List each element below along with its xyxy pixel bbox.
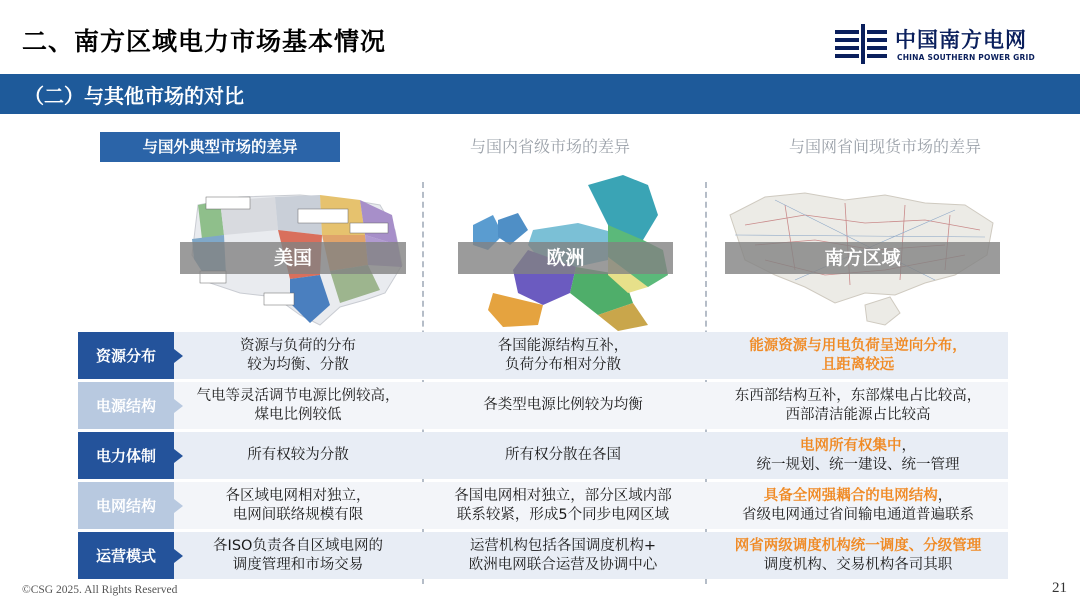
table-row-resource-distribution [78,332,1008,379]
logo-english-text: CHINA SOUTHERN POWER GRID [897,53,1035,62]
table-row-power-system [78,432,1008,479]
row-header: 运营模式 [78,532,174,579]
cell-foreign: 各ISO负责各自区域电网的 调度管理和市场交易 [213,537,383,573]
tab-state-grid-spot-market[interactable]: 与国网省间现货市场的差异 [788,137,981,156]
cell-foreign: 气电等灵活调节电源比例较高， 煤电比例较低 [196,387,400,423]
page-number: 21 [1052,580,1067,596]
csg-logo [835,22,1060,66]
cell-europe: 各国能源结构互补， 负荷分布相对分散 [497,337,629,373]
cell-southern: 具备全网强耦合的电网结构， 省级电网通过省间输电通道普遍联系 [742,487,974,523]
cell-europe: 各类型电源比例较为均衡 [483,397,643,413]
cell-europe: 所有权分散在各国 [505,447,621,463]
tab-foreign-markets[interactable]: 与国外典型市场的差异 [100,132,340,162]
us-market-map [180,175,412,333]
page-title: 二、南方区域电力市场基本情况 [22,27,387,56]
cell-southern [708,332,1008,379]
cell-europe: 运营机构包括各国调度机构+ 欧洲电网联合运营及协调中心 [468,537,658,573]
logo-chinese-text: 中国南方电网 [895,28,1027,52]
csg-logo-icon [835,24,887,64]
highlight-text: 能源资源与用电负荷呈逆向分布， [749,337,967,354]
table-row-operation-mode [78,532,1008,579]
row-header: 电网结构 [78,482,174,529]
europe-market-map [458,175,673,333]
highlight-text: 网省两级调度机构统一调度、分级管理 [734,537,982,554]
cell-foreign: 各区域电网相对独立， 电网间联络规模有限 [225,487,371,523]
southern-region-grid-map [725,175,1000,333]
section-title: （二）与其他市场的对比 [24,84,244,108]
cell-foreign: 所有权较为分散 [247,447,349,463]
tab-domestic-provincial-markets[interactable]: 与国内省级市场的差异 [469,137,630,156]
highlight-text: 且距离较远 [821,356,895,373]
copyright-text: ©CSG 2025. All Rights Reserved [22,584,178,596]
cell-southern: 电网所有权集中， 统一规划、统一建设、统一管理 [756,437,960,473]
cell-southern: 东西部结构互补，东部煤电占比较高， 西部清洁能源占比较高 [734,387,982,423]
row-header: 电源结构 [78,382,174,429]
map-label-southern-region: 南方区域 [824,247,901,269]
highlight-text: 电网所有权集中 [800,437,902,454]
table-row-power-structure [78,382,1008,429]
cell-southern: 网省两级调度机构统一调度、分级管理 调度机构、交易机构各司其职 [734,537,982,573]
map-label-us: 美国 [273,247,312,269]
cell-foreign: 资源与负荷的分布 较为均衡、分散 [240,337,356,373]
row-header: 资源分布 [78,332,174,379]
cell-europe: 各国电网相对独立，部分区域内部 联系较紧，形成5个同步电网区域 [454,487,672,523]
highlight-text: 具备全网强耦合的电网结构 [763,487,938,504]
table-row-grid-structure [78,482,1008,529]
row-header: 电力体制 [78,432,174,479]
map-label-europe: 欧洲 [546,247,585,269]
